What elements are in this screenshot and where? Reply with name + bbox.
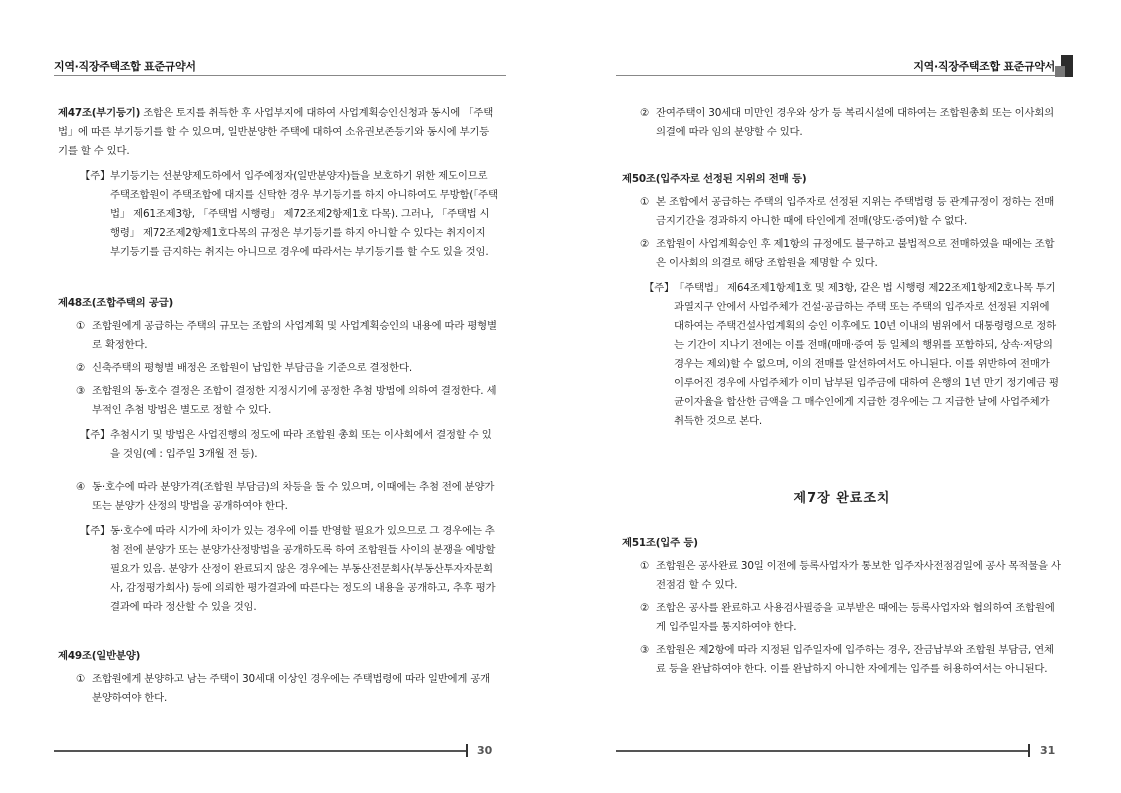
article-51 [622, 557, 1062, 679]
list-item: ④ 동·호수에 따라 분양가격(조합원 부담금)의 차등을 둘 수 있으며, 이때에는 추첨 전에 분양가 또는 분양가 산정의 방법을 공개하여야 한다. [76, 481, 495, 512]
list-item: ① 조합원은 공사완료 30일 이전에 등록사업자가 통보한 입주자사전점검일에 공사 목적물을 사전점검 할 수 있다. [640, 560, 1061, 591]
article-51-title: 제51조(입주 등) [622, 537, 698, 549]
running-header: 지역·직장주택조합 표준규약서 [54, 60, 196, 73]
list-item: ② 잔여주택이 30세대 미만인 경우와 상가 등 복리시설에 대하여는 조합원총회 또는 이사회의 의결에 따라 임의 분양할 수 있다. [640, 107, 1054, 138]
list-item: ② 신축주택의 평형별 배정은 조합원이 납입한 부담금을 기준으로 결정한다. [76, 362, 412, 374]
article-48-title: 제48조(조합주택의 공급) [58, 297, 174, 309]
list-item: ① 본 조합에서 공급하는 주택의 입주자로 선정된 지위는 주택법령 등 관계규정이 정하는 전매금지기간을 경과하지 아니한 때에 타인에게 전매(양도·증여)할 수 없다. [640, 196, 1055, 227]
list-item: ② 조합원이 사업계획승인 후 제1항의 규정에도 불구하고 불법적으로 전매하였을 때에는 조합은 이사회의 의결로 해당 조합원을 제명할 수 있다. [640, 238, 1055, 269]
article-48-note-2: 【주】 동·호수에 따라 시가에 차이가 있는 경우에 이를 반영할 필요가 있으므로 그 경우에는 추첨 전에 분양가 또는 분양가산정방법을 공개하도록 하여 조합원들 사이의 분쟁을 예방할 필요가 있음. 분양가 산정이 완료되지 않은 경우에는 부동산전문회사(부동산투자자문회사, 감정평가회사) 등에 의뢰한 평가결과에 따른다는 정도의 내용을 공개하고, 추후 평가결과에 따라 정산할 수 있을 것임. [80, 525, 496, 613]
article-47-body: 조합은 토지를 취득한 후 사업부지에 대하여 사업계획승인신청과 동시에 「주택법」에 따른 부기등기를 할 수 있으며, 일반분양한 주택에 대하여 소유권보존등기와 동시에 부기등기를 할 수 있다. [58, 107, 494, 157]
list-item: ③ 조합원의 동·호수 결정은 조합이 결정한 지정시기에 공정한 추첨 방법에 의하여 결정한다. 세부적인 추첨 방법은 별도로 정할 수 있다. [76, 385, 497, 416]
footer-rule [616, 750, 1028, 752]
footer-tick [466, 744, 468, 757]
header-decoration [1055, 66, 1065, 77]
right-page [560, 0, 1121, 793]
article-47-note [58, 167, 498, 262]
note-tag: 【주】 [80, 170, 111, 182]
article-47-title: 제47조(부기등기) [58, 107, 141, 119]
right-content [622, 104, 1062, 679]
footer-rule [54, 750, 466, 752]
article-47 [58, 104, 498, 262]
chapter-title: 제7장 완료조치 [793, 491, 891, 506]
article-50-title: 제50조(입주자로 선정된 지위의 전매 등) [622, 173, 807, 185]
list-item: ③ 조합원은 제2항에 따라 지정된 입주일자에 입주하는 경우, 잔금납부와 조합원 부담금, 연체료 등을 완납하여야 한다. 이를 완납하지 아니한 자에게는 입주를 허용하여서는 아니된다. [640, 644, 1054, 675]
running-header: 지역·직장주택조합 표준규약서 [913, 60, 1055, 73]
list-item: ② 조합은 공사를 완료하고 사용검사필증을 교부받은 때에는 등록사업자와 협의하여 조합원에게 입주일자를 통지하여야 한다. [640, 602, 1055, 633]
list-item: ① 조합원에게 분양하고 남는 주택이 30세대 이상인 경우에는 주택법령에 따라 일반에게 공개분양하여야 한다. [76, 673, 490, 704]
article-49-title: 제49조(일반분양) [58, 650, 141, 662]
article-50-note: 【주】 「주택법」 제64조제1항제1호 및 제3항, 같은 법 시행령 제22조제1항제2호나목 투기과열지구 안에서 사업주체가 건설·공급하는 주택 또는 주택의 입주자로 선정된 지위에 대하여는 주택건설사업계획의 승인 이후에도 10년 이내의 범위에서 대통령령으로 정하는 기간이 지나기 전에는 이를 전매(매매·증여 등 일체의 행위를 포함하되, 상속·저당의 경우는 제외)할 수 없으며, 이의 전매를 알선하여서도 아니된다. 이를 위반하여 전매가 이루어진 경우에 사업주체가 이미 납부된 입주금에 대하여 은행의 1년 만기 정기예금 평균이자율을 합산한 금액을 그 매수인에게 지급한 경우에는 그 지급한 날에 사업주체가 취득한 것으로 본다. [644, 282, 1059, 427]
article-48 [58, 317, 498, 617]
page-number: 31 [1040, 744, 1056, 757]
note-text: 부기등기는 선분양제도하에서 입주예정자(일반분양자)들을 보호하기 위한 제도이므로 주택조합원이 주택조합에 대지를 신탁한 경우 부기등기를 하지 아니하여도 무방함(「주택법」 제61조제3항, 「주택법 시행령」 제72조제2항제1호 다목). 그러나, 「주택법 시행령」 제72조제2항제1호다목의 규정은 부기등기를 하지 아니할 수 있다는 취지이지 부기등기를 금지하는 취지는 아니므로 경우에 따라서는 부기등기를 할 수도 있을 것임. [110, 170, 498, 258]
left-content [58, 104, 498, 708]
header-rule [54, 75, 506, 76]
footer-tick [1028, 744, 1030, 757]
article-50 [622, 193, 1062, 431]
article-48-note-1: 【주】 추첨시기 및 방법은 사업진행의 정도에 따라 조합원 총회 또는 이사회에서 결정할 수 있을 것임(예 : 입주일 3개월 전 등). [80, 429, 492, 460]
left-page [0, 0, 560, 793]
page-number: 30 [477, 744, 493, 757]
header-rule [616, 75, 1068, 76]
list-item: ① 조합원에게 공급하는 주택의 규모는 조합의 사업계획 및 사업계획승인의 내용에 따라 평형별로 확정한다. [76, 320, 497, 351]
